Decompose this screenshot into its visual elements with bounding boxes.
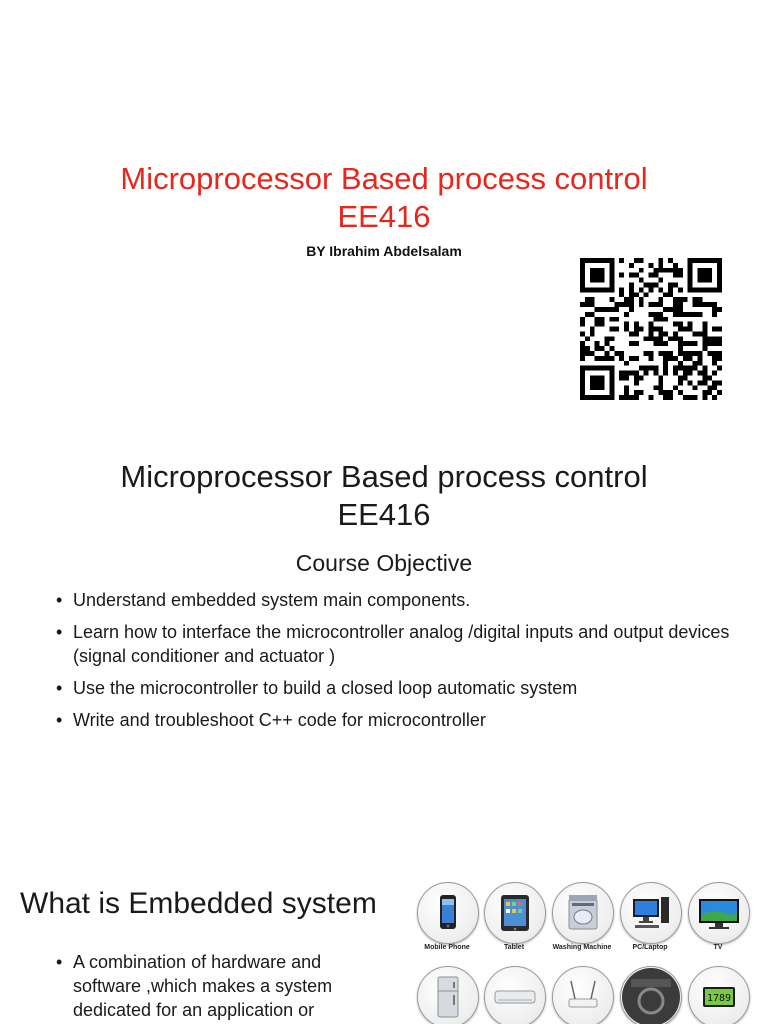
author-byline: BY Ibrahim Abdelsalam xyxy=(306,243,462,259)
device-label: PC/Laptop xyxy=(632,944,668,951)
pc-laptop-icon xyxy=(620,882,682,944)
list-item: • A combination of hardware and software ,which makes a system dedicated for an application or xyxy=(56,950,376,1022)
device-label: Washing Machine xyxy=(552,944,612,951)
list-item: • Understand embedded system main components. xyxy=(56,588,746,612)
air-conditioner-icon xyxy=(484,966,546,1024)
car-interior-icon xyxy=(620,966,682,1024)
tablet-icon xyxy=(484,882,546,944)
section-heading: Course Objective xyxy=(295,550,473,576)
list-item: • Use the microcontroller to build a closed loop automatic system xyxy=(56,676,746,700)
slide-title xyxy=(0,0,768,420)
washing-machine-icon xyxy=(552,882,614,944)
tv-icon xyxy=(688,882,750,944)
definition-list xyxy=(56,950,376,1022)
slide-embedded-system xyxy=(0,810,768,1024)
list-item: • Learn how to interface the microcontroller analog /digital inputs and output devices (signal conditioner and actuator ) xyxy=(56,620,746,668)
device-label: Tablet xyxy=(503,944,525,951)
course-title-line1: Microprocessor Based process control xyxy=(120,459,648,494)
refrigerator-icon xyxy=(417,966,479,1024)
course-title-line1: Microprocessor Based process control xyxy=(120,161,648,196)
qr-code-icon xyxy=(580,258,722,400)
router-icon xyxy=(552,966,614,1024)
course-code: EE416 xyxy=(337,199,431,234)
course-title xyxy=(0,160,768,236)
svg-text:1789: 1789 xyxy=(706,993,732,1004)
device-label: TV xyxy=(713,944,723,951)
list-item: • Write and troubleshoot C++ code for microcontroller xyxy=(56,708,746,732)
objective-list xyxy=(56,588,746,740)
course-code: EE416 xyxy=(337,497,431,532)
course-title xyxy=(0,458,768,534)
slide-heading: What is Embedded system xyxy=(20,887,377,920)
slide-objectives xyxy=(0,420,768,810)
mobile-phone-icon xyxy=(417,882,479,944)
device-label: Mobile Phone xyxy=(424,944,470,951)
digital-display-icon xyxy=(688,966,750,1024)
